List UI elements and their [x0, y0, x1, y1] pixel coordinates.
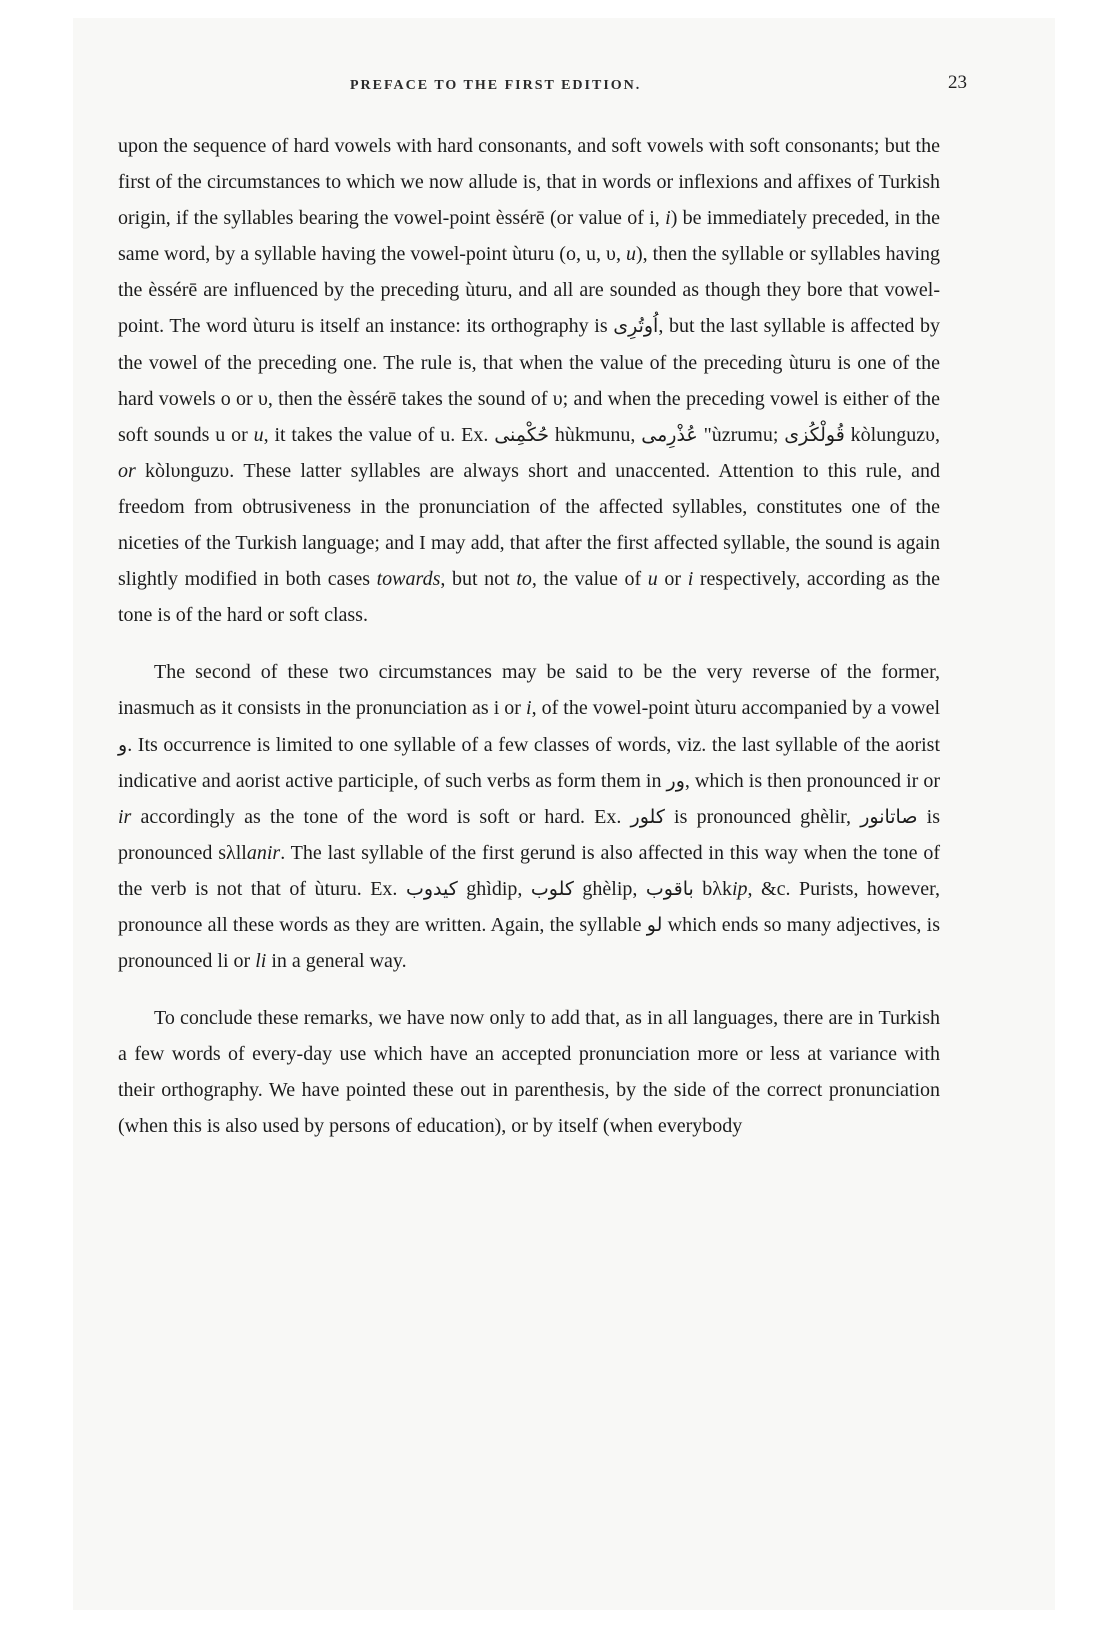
arabic-word: اُوتُرِی — [613, 315, 659, 338]
text-run: u — [625, 243, 636, 266]
paragraph-2 — [118, 654, 940, 979]
text-run: which ends so many adjectives, is pronounced li or — [118, 913, 940, 973]
text-run: or — [657, 568, 688, 591]
text-run: in a general way. — [266, 950, 407, 973]
text-run: , but not — [440, 568, 517, 591]
arabic-word: صاتانور — [860, 805, 918, 828]
text-run: bλk — [693, 877, 732, 900]
arabic-word: و — [118, 733, 128, 756]
text-run: respectively, according as the tone is of the hard or soft class. — [118, 568, 941, 627]
arabic-word: كيدوب — [405, 877, 458, 900]
text-run: ip — [731, 877, 748, 900]
text-run: is pronounced sλll — [118, 805, 941, 864]
text-run: The second of these two circumstances may be said to be the very reverse of the former, inasmuch as it consists in the pronunciation as i or — [118, 661, 940, 720]
arabic-word: لو — [646, 913, 663, 936]
text-run: , but the last syllable is affected by the vowel of the preceding one. The rule is, that when the value of the preceding ùturu is one of the hard vowels o or υ, then the èssérē takes the sound of υ; and when the preceding vowel is either of the soft sounds u or — [118, 315, 940, 446]
text-run: , it takes the value of u. Ex. — [263, 423, 495, 446]
text-run: , which is then pronounced ir or — [684, 769, 940, 792]
text-run: kòlunguzυ, — [844, 423, 940, 446]
text-run: ) be immediately preceded, in the same word, by a syllable having the vowel-point ùturu (o, u, υ, — [118, 207, 940, 266]
arabic-word: كلور — [630, 805, 665, 828]
paragraph-3 — [118, 1000, 940, 1144]
text-run: li — [255, 950, 267, 973]
text-run: towards — [376, 568, 441, 591]
body-text — [118, 128, 940, 1145]
text-run: , of the vowel-point ùturu accompanied by a vowel — [531, 697, 940, 720]
arabic-word: كلوب — [530, 877, 574, 900]
text-run: ghìdip, — [457, 877, 531, 900]
page-number: 23 — [948, 72, 967, 93]
text-run: i — [665, 207, 671, 230]
text-run: ghèlip, — [573, 877, 646, 900]
running-title: PREFACE TO THE FIRST EDITION. — [350, 78, 642, 93]
text-run: u — [647, 568, 658, 591]
text-run: To conclude these remarks, we have now only to add that, as in all languages, there are in Turkish a few words of every-day use which have an accepted pronunciation more or less at variance with their orthography. We have pointed these out in parenthesis, by the side of the correct pronunciation (when this is also used by persons of education), or by itself (when everybody — [118, 1007, 940, 1138]
text-run: kòlυnguzυ. These latter syllables are always short and unaccented. Attention to this rule, and freedom from obtrusiveness in the pronunciation of the affected syllables, constitutes one of the niceties of the Turkish language; and I may add, that after the first affected syllable, the sound is again slightly modified in both cases — [118, 459, 940, 591]
text-run: accordingly as the tone of the word is soft or hard. Ex. — [131, 805, 631, 828]
text-run: anir — [246, 841, 281, 864]
text-run: u — [253, 423, 264, 446]
arabic-word: ور — [666, 769, 685, 792]
text-run: upon the sequence of hard vowels with hard consonants, and soft vowels with soft consonants; but the first of the circumstances to which we now allude is, that in words or inflexions and affixes of Turkish origin, if the syllables bearing the vowel-point èssérē (or value of i, — [118, 135, 940, 230]
text-run: . The last syllable of the first gerund is also affected in this way when the tone of the verb is not that of ùturu. Ex. — [118, 841, 940, 900]
text-run: hùkmunu, — [549, 423, 642, 446]
text-run: ir — [118, 805, 132, 828]
text-run: . Its occurrence is limited to one syllable of a few classes of words, viz. the last syllable of the aorist indicative and aorist active participle, of such verbs as form them in — [118, 733, 940, 792]
text-run: , &c. Purists, however, pronounce all these words as they are written. Again, the syllable — [118, 877, 940, 936]
arabic-word: حُكْمِنى — [494, 423, 549, 446]
text-run: i — [687, 568, 694, 591]
text-run: is pronounced ghèlir, — [664, 805, 861, 828]
paragraph-1 — [118, 128, 940, 633]
text-run: "ùzrumu; — [697, 423, 785, 446]
text-run: i — [526, 697, 532, 720]
arabic-word: قُولْكُزى — [784, 423, 845, 446]
text-run: or — [118, 459, 136, 482]
text-run: , the value of — [531, 568, 648, 591]
text-run: to — [516, 568, 532, 591]
arabic-word: باقوب — [645, 877, 694, 900]
arabic-word: عُذْرِمى — [641, 423, 698, 446]
text-run: ), then the syllable or syllables having the èssérē are influenced by the preceding ùturu, and all are sounded as though they bore that vowel-point. The word ùturu is itself an instance: its orthography is — [118, 243, 941, 338]
